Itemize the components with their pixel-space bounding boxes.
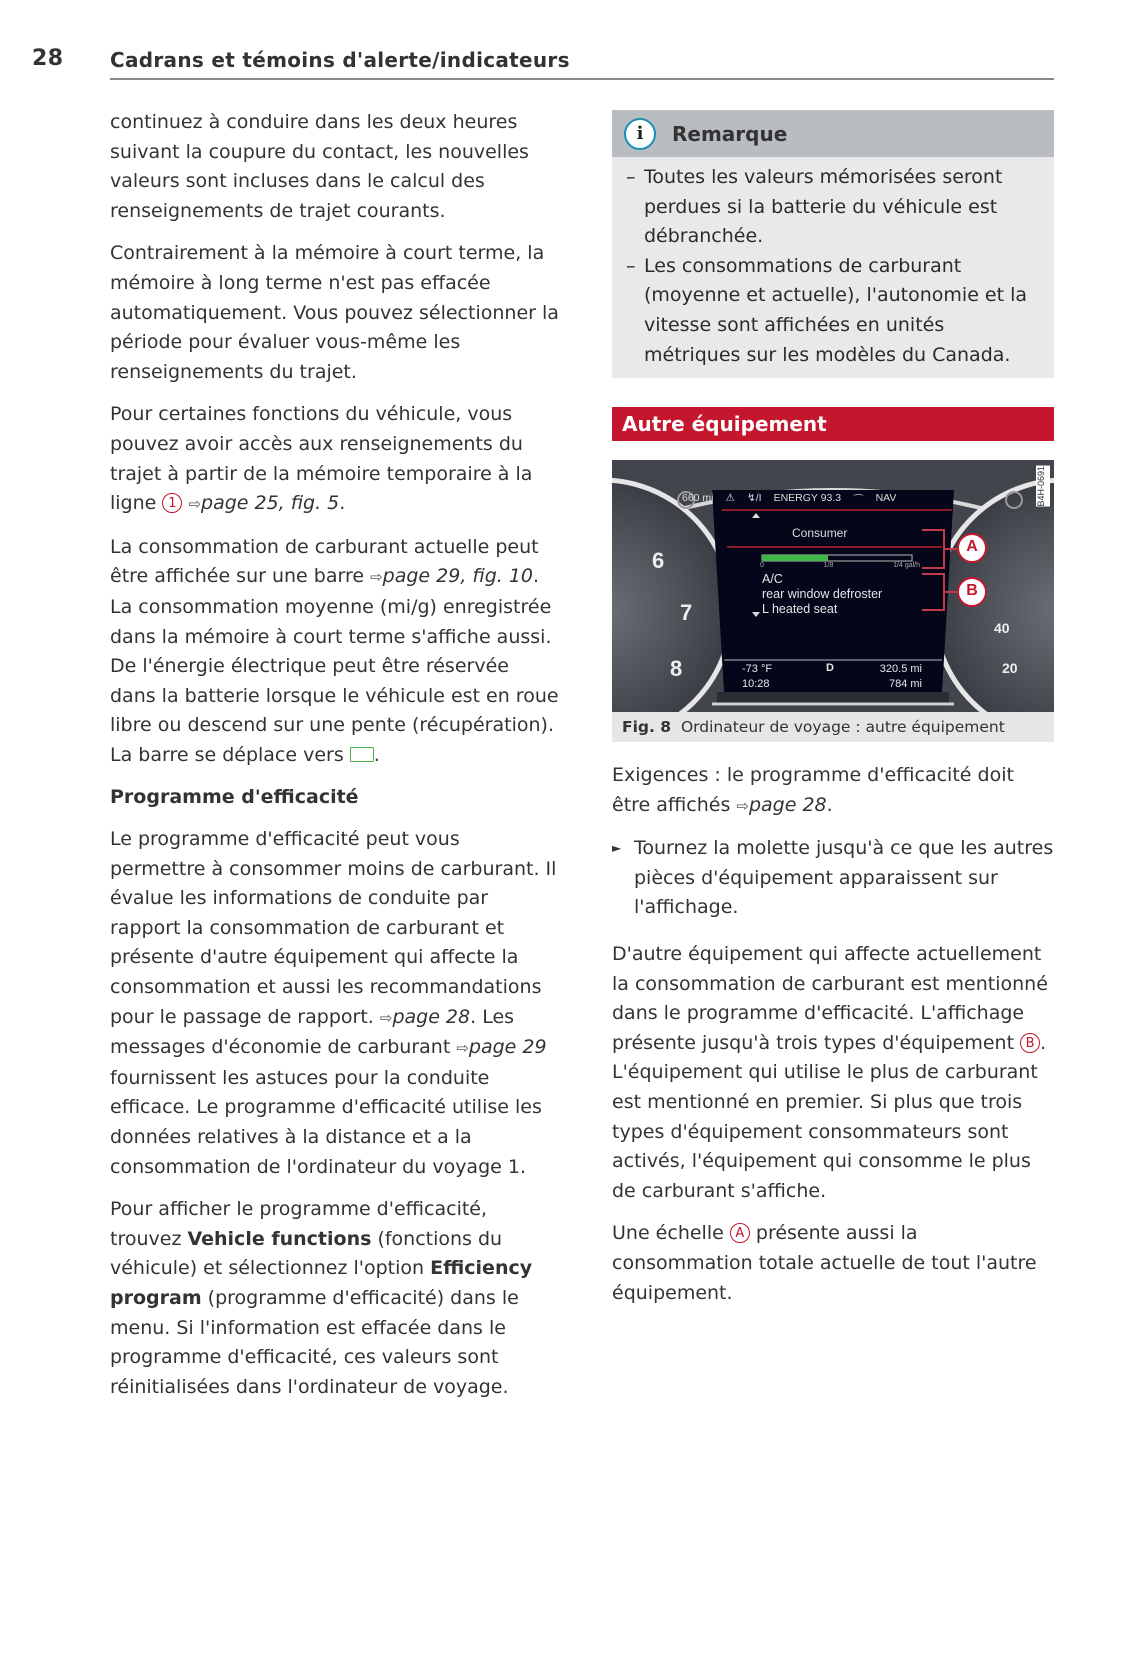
scale-label: 1/4 gal/h [893, 562, 920, 569]
page-reference-link[interactable]: page 29, fig. 10 [382, 565, 534, 588]
note-item [626, 252, 1040, 370]
cross-reference-arrow-icon: ⇨ [456, 1039, 469, 1058]
footer-left [742, 662, 772, 692]
note-title: Remarque [672, 121, 788, 146]
tab-nav: NAV [875, 492, 897, 504]
note-item-text: Les consommations de carburant (moyenne et actuelle), l'autonomie et la vitesse sont affichées en unités métriques sur les modèles du Canada. [644, 254, 1028, 366]
text: . [339, 492, 346, 515]
text: Pour certaines fonctions du véhicule, vous pouvez avoir accès aux renseignements du trajet à partir de la mémoire temporaire à la ligne [110, 403, 533, 515]
note-body [612, 157, 1054, 378]
chapter-title: Cadrans et témoins d'alerte/indicateurs [110, 48, 570, 72]
note-header [612, 110, 1054, 157]
menu-term: Vehicle functions [187, 1227, 372, 1250]
tacho-number: 6 [652, 548, 665, 573]
paragraph [110, 400, 560, 519]
text: Exigences : le programme d'efficacité doit être affichés [612, 764, 1014, 816]
callout-marker-b: B [1020, 1033, 1040, 1053]
tab-efficiency: ↯/I [746, 492, 762, 504]
paragraph [612, 940, 1054, 1206]
text: Le programme d'efficacité peut vous permettre à consommer moins de carburant. Il évalue les informations de conduite par rapport la consommation de carburant et présente d'autre équipement qui affecte la consommation et aussi les recommandations pour le passage de rapport. [110, 828, 557, 1028]
right-column [612, 761, 1054, 1321]
paragraph [110, 533, 560, 771]
figure-label: Fig. 8 [622, 718, 672, 736]
step-marker-icon: ► [612, 841, 622, 856]
battery-icon [350, 747, 374, 762]
text: D'autre équipement qui affecte actuellement la consommation de carburant est mentionné dans le programme d'efficacité. L'affichage présente jusqu'à trois types d'équipement [612, 942, 1048, 1054]
tab-fuel-range: 660 mi [682, 492, 714, 504]
page-reference-link[interactable]: page 25, fig. 5 [201, 492, 340, 515]
tab-energy: ENERGY 93.3 [773, 492, 842, 504]
outside-temperature: -73 °F [742, 663, 773, 675]
paragraph [612, 761, 1054, 821]
page-reference-link[interactable]: page 28 [748, 793, 827, 816]
left-column [110, 108, 560, 1415]
menu-term: Efficiency program [110, 1257, 533, 1309]
speedo-number: 40 [994, 620, 1010, 636]
info-icon: i [624, 118, 656, 150]
page-number: 28 [32, 46, 64, 71]
instruction-step [612, 834, 1054, 923]
text: Une échelle [612, 1222, 730, 1245]
cross-reference-arrow-icon: ⇨ [188, 495, 202, 514]
scale-label: 1/8 [823, 562, 834, 569]
footer-right [862, 662, 922, 692]
text: Pour afficher le programme d'efficacité, trouvez [110, 1198, 488, 1250]
note-item-text: Toutes les valeurs mémorisées seront perdues si la batterie du véhicule est débranchée. [644, 166, 1003, 248]
dash: – [626, 254, 636, 277]
cross-reference-arrow-icon: ⇨ [370, 568, 383, 587]
section-title: Autre équipement [612, 407, 1054, 441]
trip-distance: 320.5 mi [879, 663, 922, 675]
cross-reference-arrow-icon: ⇨ [379, 1008, 393, 1027]
display-tab-bar [682, 492, 896, 507]
header-rule [110, 78, 1054, 80]
paragraph [110, 1195, 560, 1402]
tacho-number: 8 [670, 656, 683, 681]
text: présente aussi la consommation totale actuelle de tout l'autre équipement. [612, 1222, 1037, 1304]
figure-caption [612, 712, 1054, 742]
consumer-item: L heated seat [762, 602, 838, 616]
step-text: Tournez la molette jusqu'à ce que les autres pièces d'équipement apparaissent sur l'affichage. [634, 837, 1054, 919]
consumer-list [762, 572, 882, 617]
figure-instrument-cluster [612, 460, 1054, 712]
subheading: Programme d'efficacité [110, 786, 359, 809]
display-header-consumer: Consumer [792, 526, 848, 540]
page-reference-link[interactable]: page 29 [468, 1036, 547, 1059]
text: fournissent les astuces pour la conduite efficace. Le programme d'efficacité utilise les données relatives à la distance et a la consommation de l'ordinateur du voyage 1. [110, 1066, 542, 1178]
speedo-number: 20 [1002, 660, 1018, 676]
text: . La consommation moyenne (mi/g) enregistrée dans la mémoire à court terme s'affiche aussi. De l'énergie électrique peut être réservée dans la batterie lorsque le véhicule est en roue libre ou descend sur une pente (récupération). La barre se déplace vers [110, 565, 559, 766]
cross-reference-arrow-icon: ⇨ [736, 796, 749, 815]
tacho-number: 7 [680, 600, 693, 625]
note-item [626, 163, 1040, 252]
text: . [373, 743, 380, 766]
paragraph: Contrairement à la mémoire à court terme, la mémoire à long terme n'est pas effacée automatiquement. Vous pouvez sélectionner la période pour évaluer vous-même les renseignements du trajet. [110, 242, 559, 383]
dash: – [626, 166, 636, 188]
text: (programme d'efficacité) dans le menu. Si l'information est effacée dans le programme d'efficacité, ces valeurs sont réinitialisées dans l'ordinateur de voyage. [110, 1286, 519, 1398]
odometer: 784 mi [888, 678, 922, 690]
paragraph [110, 825, 560, 1182]
clock: 10:28 [742, 678, 770, 690]
text: La consommation de carburant actuelle peut être affichée sur une barre [110, 535, 539, 588]
callout-marker-1: 1 [162, 493, 182, 513]
callout-marker-a: A [730, 1223, 750, 1243]
paragraph: continuez à conduire dans les deux heures suivant la coupure du contact, les nouvelles valeurs sont incluses dans le calcul des renseignements de trajet courants. [110, 111, 529, 222]
tab-phone: ⌒ [853, 494, 864, 506]
figure-code: B4H-0691 [1036, 466, 1050, 507]
text: (fonctions du véhicule) et sélectionnez l'option [110, 1227, 503, 1280]
paragraph [612, 1219, 1054, 1308]
gear-indicator: D [826, 662, 834, 674]
page-reference-link[interactable]: page 28 [392, 1005, 471, 1028]
figure-caption-text: Ordinateur de voyage : autre équipement [680, 718, 1005, 736]
consumer-item: A/C [762, 572, 783, 586]
consumer-item: rear window defroster [762, 587, 883, 601]
text: . Les messages d'économie de carburant [110, 1005, 515, 1059]
note-box [612, 110, 1054, 378]
tab-warning: ⚠ [725, 492, 735, 504]
text: . L'équipement qui utilise le plus de carburant est mentionné en premier. Si plus que trois types d'équipement consommateurs sont activés, l'équipement qui consomme le plus de carburant s'affiche. [612, 1031, 1047, 1202]
callout-a: A [966, 538, 978, 555]
scale-labels [760, 562, 920, 569]
callout-b: B [966, 582, 978, 599]
scale-label: 0 [760, 562, 764, 569]
text: . [826, 793, 833, 816]
